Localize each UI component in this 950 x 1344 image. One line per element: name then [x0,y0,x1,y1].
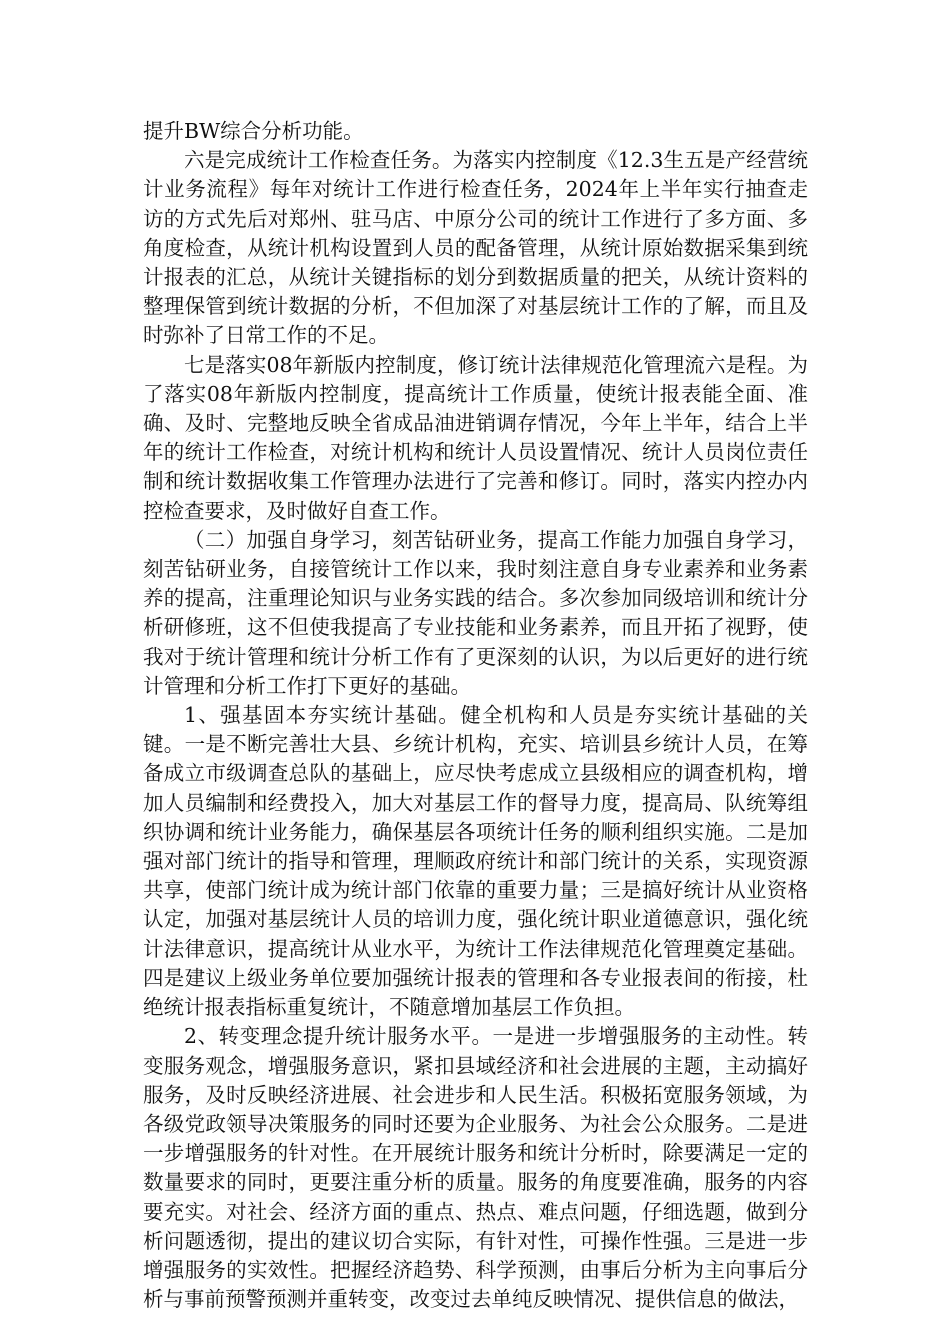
paragraph-1: 提升BW综合分析功能。 [143,119,364,143]
paragraph-6: 2、转变理念提升统计服务水平。一是进一步增强服务的主动性。转变服务观念，增强服务意识，紧扣县域经济和社会进展的主题，主动搞好服务，及时反映经济进展、社会进步和人民生活。积极拓宽服务领域，为各级党政领导决策服务的同时还要为企业服务、为社会公众服务。二是进一步增强服务的针对性。在开展统计服务和统计分析时，除要满足一定的数量要求的同时，更要注重分析的质量。服务的角度要准确，服务的内容要充实。对社会、经济方面的重点、热点、难点问题，仔细选题，做到分析问题透彻，提出的建议切合实际，有针对性，可操作性强。三是进一步增强服务的实效性。把握经济趋势、科学预测，由事后分析为主向事后分析与事前预警预测并重转变，改变过去单纯反映情况、提供信息的做法， [143,1024,808,1312]
paragraph-5: 1、强基固本夯实统计基础。健全机构和人员是夯实统计基础的关键。一是不断完善壮大县、乡统计机构，充实、培训县乡统计人员，在筹备成立市级调查总队的基础上，应尽快考虑成立县级相应的调查机构，增加人员编制和经费投入，加大对基层工作的督导力度，提高局、队统筹组织协调和统计业务能力，确保基层各项统计任务的顺利组织实施。二是加强对部门统计的指导和管理，理顺政府统计和部门统计的关系，实现资源共享，使部门统计成为统计部门依靠的重要力量；三是搞好统计从业资格认定，加强对基层统计人员的培训力度，强化统计职业道德意识，强化统计法律意识，提高统计从业水平，为统计工作法律规范化管理奠定基础。四是建议上级业务单位要加强统计报表的管理和各专业报表间的衔接，杜绝统计报表指标重复统计，不随意增加基层工作负担。 [143,703,808,1020]
paragraph-4: （二）加强自身学习，刻苦钻研业务，提高工作能力加强自身学习，刻苦钻研业务，自接管统计工作以来，我时刻注意自身专业素养和业务素养的提高，注重理论知识与业务实践的结合。多次参加同级培训和统计分析研修班，这不但使我提高了专业技能和业务素养，而且开拓了视野，使我对于统计管理和统计分析工作有了更深刻的认识，为以后更好的进行统计管理和分析工作打下更好的基础。 [143,527,808,698]
document-body [143,117,808,1314]
paragraph-2: 六是完成统计工作检查任务。为落实内控制度《12.3生五是产经营统计业务流程》每年对统计工作进行检查任务，2024年上半年实行抽查走访的方式先后对郑州、驻马店、中原分公司的统计工作进行了多方面、多角度检查，从统计机构设置到人员的配备管理，从统计原始数据采集到统计报表的汇总，从统计关键指标的划分到数据质量的把关，从统计资料的整理保管到统计数据的分析，不但加深了对基层统计工作的了解，而且及时弥补了日常工作的不足。 [143,148,808,348]
paragraph-3: 七是落实08年新版内控制度，修订统计法律规范化管理流六是程。为了落实08年新版内控制度，提高统计工作质量，使统计报表能全面、准确、及时、完整地反映全省成品油进销调存情况，今年上半年，结合上半年的统计工作检查，对统计机构和统计人员设置情况、统计人员岗位责任制和统计数据收集工作管理办法进行了完善和修订。同时，落实内控办内控检查要求，及时做好自查工作。 [143,352,808,523]
